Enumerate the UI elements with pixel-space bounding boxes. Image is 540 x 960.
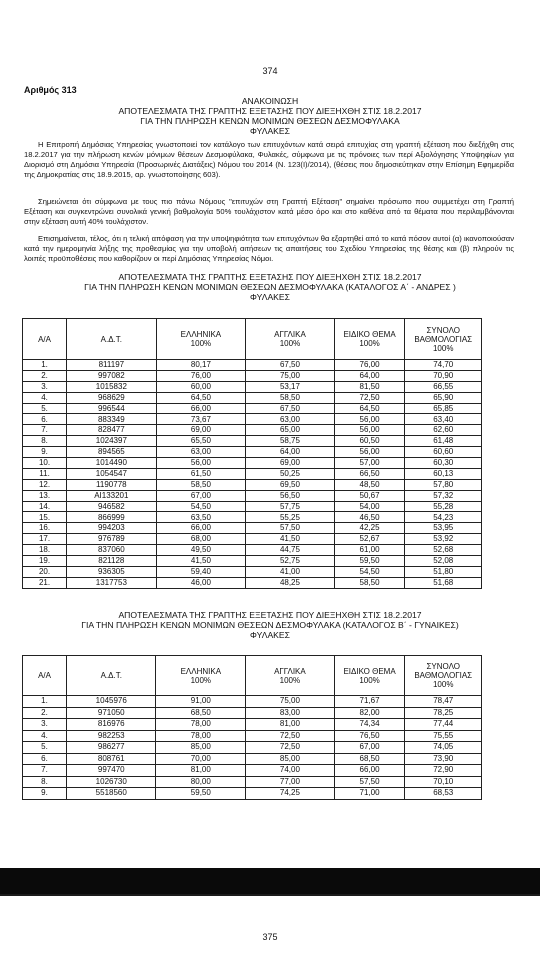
score-greek: 78,00 (156, 719, 246, 731)
row-number: 6. (23, 414, 67, 425)
table-row (23, 788, 482, 800)
score-english: 56,50 (246, 490, 334, 501)
id-number: 1014490 (67, 458, 156, 469)
score-english: 50,25 (246, 468, 334, 479)
id-number: 997470 (67, 765, 156, 777)
score-greek: 66,00 (156, 403, 246, 414)
paragraph-2: Σημειώνεται ότι σύμφωνα με τους πιο πάνω Νόμους "επιτυχών στη Γραπτή Εξέταση" σημαίνει πρόσωπο που συμμετέχει στη Γραπτή Εξέταση και συγκεντρώνει συνολικά γενική βαθμολογία 50% τουλάχιστον κατά μέσο όρο και στο καθένα από τα θέματα που περιλαμβάνονται στην εξέταση αυτή 40% τουλάχιστον. (24, 197, 514, 226)
score-english: 83,00 (246, 707, 334, 719)
score-total: 53,95 (405, 523, 482, 534)
score-special: 57,50 (334, 776, 405, 788)
score-special: 76,50 (334, 730, 405, 742)
col-header-adt: Α.Δ.Τ. (67, 319, 156, 360)
id-number: 1015832 (67, 381, 156, 392)
paragraph-3: Επισημαίνεται, τέλος, ότι η τελική απόφαση για την υποψηφιότητα των επιτυχόντων θα εξαρτηθεί από το κατά πόσον αυτοί (α) ικανοποιούσαν κατά την ημερομηνία λήξης της προθεσμίας για την υποβολή αιτήσεων τις απαιτήσεις του Σχεδίου Υπηρεσίας της θέσης και (β) πληρούν τις λοιπές προϋποθέσεις που καθορίζουν οι περί Δημόσιας Υπηρεσίας Νόμοι. (24, 234, 514, 263)
score-total: 72,90 (405, 765, 482, 777)
score-english: 75,00 (246, 696, 334, 708)
score-total: 52,68 (405, 545, 482, 556)
score-greek: 91,00 (156, 696, 246, 708)
id-number: 828477 (67, 425, 156, 436)
id-number: AI133201 (67, 490, 156, 501)
score-total: 60,13 (405, 468, 482, 479)
id-number: 1190778 (67, 479, 156, 490)
score-greek: 81,00 (156, 765, 246, 777)
score-total: 57,32 (405, 490, 482, 501)
results-table-men (22, 318, 482, 589)
score-english: 57,75 (246, 501, 334, 512)
row-number: 4. (23, 730, 67, 742)
score-special: 58,50 (334, 577, 405, 588)
score-total: 68,53 (405, 788, 482, 800)
score-total: 61,48 (405, 436, 482, 447)
score-total: 51,80 (405, 566, 482, 577)
score-special: 72,50 (334, 392, 405, 403)
score-greek: 63,50 (156, 512, 246, 523)
score-total: 63,40 (405, 414, 482, 425)
score-special: 54,00 (334, 501, 405, 512)
table2-title-line3: ΦΥΛΑΚΕΣ (250, 630, 290, 640)
score-total: 57,80 (405, 479, 482, 490)
table-row (23, 753, 482, 765)
score-special: 68,50 (334, 753, 405, 765)
row-number: 9. (23, 447, 67, 458)
col-header-adt: Α.Δ.Τ. (67, 656, 156, 696)
row-number: 17. (23, 534, 67, 545)
table-row (23, 360, 482, 371)
score-total: 77,44 (405, 719, 482, 731)
table2-title-line1: ΑΠΟΤΕΛΕΣΜΑΤΑ ΤΗΣ ΓΡΑΠΤΗΣ ΕΞΕΤΑΣΗΣ ΠΟΥ ΔΙΕΞΗΧΘΗ ΣΤΙΣ 18.2.2017 (118, 610, 422, 620)
table-row (23, 403, 482, 414)
col-header-total: ΣΥΝΟΛΟ ΒΑΘΜΟΛΟΓΙΑΣ 100% (405, 319, 482, 360)
score-total: 70,10 (405, 776, 482, 788)
score-total: 55,28 (405, 501, 482, 512)
table1-title-line2: ΓΙΑ ΤΗΝ ΠΛΗΡΩΣΗ ΚΕΝΩΝ ΜΟΝΙΜΩΝ ΘΕΣΕΩΝ ΔΕΣΜΟΦΥΛΑΚΑ (ΚΑΤΑΛΟΓΟΣ Α΄ - ΑΝΔΡΕΣ ) (84, 282, 456, 292)
score-english: 55,25 (246, 512, 334, 523)
score-greek: 54,50 (156, 501, 246, 512)
score-greek: 60,00 (156, 381, 246, 392)
score-english: 67,50 (246, 360, 334, 371)
score-english: 74,25 (246, 788, 334, 800)
score-special: 57,00 (334, 458, 405, 469)
row-number: 7. (23, 425, 67, 436)
score-special: 48,50 (334, 479, 405, 490)
row-number: 12. (23, 479, 67, 490)
score-english: 69,00 (246, 458, 334, 469)
score-total: 75,55 (405, 730, 482, 742)
score-english: 72,50 (246, 742, 334, 754)
table-row (23, 742, 482, 754)
score-greek: 64,50 (156, 392, 246, 403)
score-special: 67,00 (334, 742, 405, 754)
score-english: 63,00 (246, 414, 334, 425)
score-greek: 58,50 (156, 479, 246, 490)
top-scroll-shadow (0, 868, 540, 894)
score-greek: 80,17 (156, 360, 246, 371)
score-greek: 69,00 (156, 425, 246, 436)
table-row (23, 696, 482, 708)
score-greek: 49,50 (156, 545, 246, 556)
table-row (23, 545, 482, 556)
row-number: 7. (23, 765, 67, 777)
score-english: 41,50 (246, 534, 334, 545)
score-greek: 85,00 (156, 742, 246, 754)
table1-title-line3: ΦΥΛΑΚΕΣ (250, 292, 290, 302)
id-number: 1317753 (67, 577, 156, 588)
row-number: 8. (23, 436, 67, 447)
table-row (23, 501, 482, 512)
id-number: 1045976 (67, 696, 156, 708)
id-number: 994203 (67, 523, 156, 534)
score-greek: 46,00 (156, 577, 246, 588)
score-english: 44,75 (246, 545, 334, 556)
table-row (23, 776, 482, 788)
announcement-title-line2: ΓΙΑ ΤΗΝ ΠΛΗΡΩΣΗ ΚΕΝΩΝ ΜΟΝΙΜΩΝ ΘΕΣΕΩΝ ΔΕΣΜΟΦΥΛΑΚΑ (140, 116, 400, 126)
table-row (23, 707, 482, 719)
score-special: 54,50 (334, 566, 405, 577)
score-total: 65,90 (405, 392, 482, 403)
table-row (23, 765, 482, 777)
score-special: 56,00 (334, 414, 405, 425)
score-greek: 68,50 (156, 707, 246, 719)
results-table-women (22, 655, 482, 800)
table-header-row (23, 319, 482, 360)
id-number: 5518560 (67, 788, 156, 800)
row-number: 19. (23, 556, 67, 567)
table-row (23, 566, 482, 577)
table-row (23, 381, 482, 392)
paragraph-1: Η Επιτροπή Δημόσιας Υπηρεσίας γνωστοποιεί τον κατάλογο των επιτυχόντων κατά σειρά επιτυχίας στη γραπτή εξέταση που διεξήχθη στις 18.2.2017 για την πλήρωση κενών μόνιμων θέσεων Δεσμοφύλακα, Φυλακές, σύμφωνα με τις πρόνοιες των περί Αξιολόγησης Υποψηφίων για Διορισμό στη Δημόσια Υπηρεσία (Προσωρινές Διατάξεις) Νόμου του 2014 (Ν. 123(Ι)/2014), (θέσεις που δημοσιεύτηκαν στην Επίσημη Εφημερίδα της Δημοκρατίας στις 18.9.2015, αρ. γνωστοποίησης 603). (24, 140, 514, 179)
row-number: 15. (23, 512, 67, 523)
score-english: 53,17 (246, 381, 334, 392)
score-special: 59,50 (334, 556, 405, 567)
table-row (23, 414, 482, 425)
id-number: 883349 (67, 414, 156, 425)
id-number: 997082 (67, 370, 156, 381)
row-number: 2. (23, 370, 67, 381)
score-special: 46,50 (334, 512, 405, 523)
score-total: 51,68 (405, 577, 482, 588)
score-special: 64,50 (334, 403, 405, 414)
row-number: 16. (23, 523, 67, 534)
page-number-bottom: 375 (262, 932, 278, 942)
table-row (23, 425, 482, 436)
score-special: 56,00 (334, 447, 405, 458)
row-number: 18. (23, 545, 67, 556)
row-number: 3. (23, 381, 67, 392)
score-greek: 59,50 (156, 788, 246, 800)
id-number: 821128 (67, 556, 156, 567)
score-english: 81,00 (246, 719, 334, 731)
col-header-greek: ΕΛΛΗΝΙΚΑ 100% (156, 319, 246, 360)
col-header-special: ΕΙΔΙΚΟ ΘΕΜΑ 100% (334, 319, 405, 360)
score-english: 72,50 (246, 730, 334, 742)
row-number: 21. (23, 577, 67, 588)
page-number-top: 374 (262, 66, 278, 76)
table-row (23, 556, 482, 567)
score-greek: 41,50 (156, 556, 246, 567)
score-greek: 65,50 (156, 436, 246, 447)
announcement-title-line3: ΦΥΛΑΚΕΣ (250, 126, 290, 136)
id-number: 1026730 (67, 776, 156, 788)
next-page (0, 896, 540, 960)
id-number: 894565 (67, 447, 156, 458)
score-special: 71,00 (334, 788, 405, 800)
row-number: 6. (23, 753, 67, 765)
id-number: 837060 (67, 545, 156, 556)
row-number: 11. (23, 468, 67, 479)
id-number: 976789 (67, 534, 156, 545)
table1-title-line1: ΑΠΟΤΕΛΕΣΜΑΤΑ ΤΗΣ ΓΡΑΠΤΗΣ ΕΞΕΤΑΣΗΣ ΠΟΥ ΔΙΕΞΗΧΘΗ ΣΤΙΣ 18.2.2017 (118, 272, 422, 282)
row-number: 13. (23, 490, 67, 501)
score-greek: 76,00 (156, 370, 246, 381)
score-total: 78,47 (405, 696, 482, 708)
id-number: 866999 (67, 512, 156, 523)
score-english: 65,00 (246, 425, 334, 436)
score-special: 42,25 (334, 523, 405, 534)
score-total: 74,70 (405, 360, 482, 371)
announcement-label: ΑΝΑΚΟΙΝΩΣΗ (241, 96, 299, 106)
score-total: 60,60 (405, 447, 482, 458)
table-row (23, 392, 482, 403)
score-special: 82,00 (334, 707, 405, 719)
id-number: 946582 (67, 501, 156, 512)
col-header-english: ΑΓΓΛΙΚΑ 100% (246, 656, 334, 696)
row-number: 8. (23, 776, 67, 788)
id-number: 808761 (67, 753, 156, 765)
table-row (23, 447, 482, 458)
score-english: 75,00 (246, 370, 334, 381)
score-greek: 61,50 (156, 468, 246, 479)
table-row (23, 468, 482, 479)
table-row (23, 436, 482, 447)
score-greek: 80,00 (156, 776, 246, 788)
score-total: 62,60 (405, 425, 482, 436)
id-number: 986277 (67, 742, 156, 754)
id-number: 968629 (67, 392, 156, 403)
col-header-aa: Α/Α (23, 319, 67, 360)
score-total: 60,30 (405, 458, 482, 469)
table-row (23, 512, 482, 523)
col-header-greek: ΕΛΛΗΝΙΚΑ 100% (156, 656, 246, 696)
score-total: 73,90 (405, 753, 482, 765)
score-english: 69,50 (246, 479, 334, 490)
score-english: 48,25 (246, 577, 334, 588)
table-row (23, 370, 482, 381)
id-number: 996544 (67, 403, 156, 414)
id-number: 982253 (67, 730, 156, 742)
table-row (23, 577, 482, 588)
table-header-row (23, 656, 482, 696)
table2-title-line2: ΓΙΑ ΤΗΝ ΠΛΗΡΩΣΗ ΚΕΝΩΝ ΜΟΝΙΜΩΝ ΘΕΣΕΩΝ ΔΕΣΜΟΦΥΛΑΚΑ (ΚΑΤΑΛΟΓΟΣ Β΄ - ΓΥΝΑΙΚΕΣ) (81, 620, 459, 630)
score-greek: 73,67 (156, 414, 246, 425)
score-english: 77,00 (246, 776, 334, 788)
announcement-title-line1: ΑΠΟΤΕΛΕΣΜΑΤΑ ΤΗΣ ΓΡΑΠΤΗΣ ΕΞΕΤΑΣΗΣ ΠΟΥ ΔΙΕΞΗΧΘΗ ΣΤΙΣ 18.2.2017 (118, 106, 422, 116)
table-row (23, 490, 482, 501)
score-english: 74,00 (246, 765, 334, 777)
table-row (23, 719, 482, 731)
table-row (23, 523, 482, 534)
score-total: 52,08 (405, 556, 482, 567)
score-special: 60,50 (334, 436, 405, 447)
id-number: 971050 (67, 707, 156, 719)
id-number: 1024397 (67, 436, 156, 447)
col-header-english: ΑΓΓΛΙΚΑ 100% (246, 319, 334, 360)
table-row (23, 458, 482, 469)
col-header-special: ΕΙΔΙΚΟ ΘΕΜΑ 100% (334, 656, 405, 696)
row-number: 1. (23, 696, 67, 708)
col-header-total: ΣΥΝΟΛΟ ΒΑΘΜΟΛΟΓΙΑΣ 100% (405, 656, 482, 696)
id-number: 936305 (67, 566, 156, 577)
score-greek: 68,00 (156, 534, 246, 545)
row-number: 5. (23, 403, 67, 414)
score-english: 64,00 (246, 447, 334, 458)
score-special: 64,00 (334, 370, 405, 381)
table-row (23, 730, 482, 742)
score-greek: 59,40 (156, 566, 246, 577)
score-greek: 70,00 (156, 753, 246, 765)
row-number: 10. (23, 458, 67, 469)
row-number: 4. (23, 392, 67, 403)
score-special: 66,50 (334, 468, 405, 479)
score-special: 52,67 (334, 534, 405, 545)
row-number: 9. (23, 788, 67, 800)
score-english: 85,00 (246, 753, 334, 765)
score-special: 61,00 (334, 545, 405, 556)
table-row (23, 479, 482, 490)
score-total: 74,05 (405, 742, 482, 754)
row-number: 20. (23, 566, 67, 577)
score-greek: 56,00 (156, 458, 246, 469)
score-special: 81,50 (334, 381, 405, 392)
row-number: 5. (23, 742, 67, 754)
id-number: 1054547 (67, 468, 156, 479)
id-number: 816976 (67, 719, 156, 731)
score-special: 66,00 (334, 765, 405, 777)
row-number: 1. (23, 360, 67, 371)
reference-number: Αριθμός 313 (24, 85, 77, 95)
score-special: 74,34 (334, 719, 405, 731)
score-total: 70,90 (405, 370, 482, 381)
score-greek: 66,00 (156, 523, 246, 534)
score-greek: 63,00 (156, 447, 246, 458)
score-total: 66,55 (405, 381, 482, 392)
score-special: 71,67 (334, 696, 405, 708)
score-total: 53,92 (405, 534, 482, 545)
score-english: 67,50 (246, 403, 334, 414)
score-special: 56,00 (334, 425, 405, 436)
score-greek: 78,00 (156, 730, 246, 742)
score-english: 57,50 (246, 523, 334, 534)
row-number: 3. (23, 719, 67, 731)
col-header-aa: Α/Α (23, 656, 67, 696)
score-special: 50,67 (334, 490, 405, 501)
table-row (23, 534, 482, 545)
score-english: 52,75 (246, 556, 334, 567)
id-number: 811197 (67, 360, 156, 371)
score-english: 58,75 (246, 436, 334, 447)
score-total: 54,23 (405, 512, 482, 523)
score-total: 65,85 (405, 403, 482, 414)
row-number: 14. (23, 501, 67, 512)
score-special: 76,00 (334, 360, 405, 371)
score-english: 58,50 (246, 392, 334, 403)
score-greek: 67,00 (156, 490, 246, 501)
row-number: 2. (23, 707, 67, 719)
score-english: 41,00 (246, 566, 334, 577)
score-total: 78,25 (405, 707, 482, 719)
